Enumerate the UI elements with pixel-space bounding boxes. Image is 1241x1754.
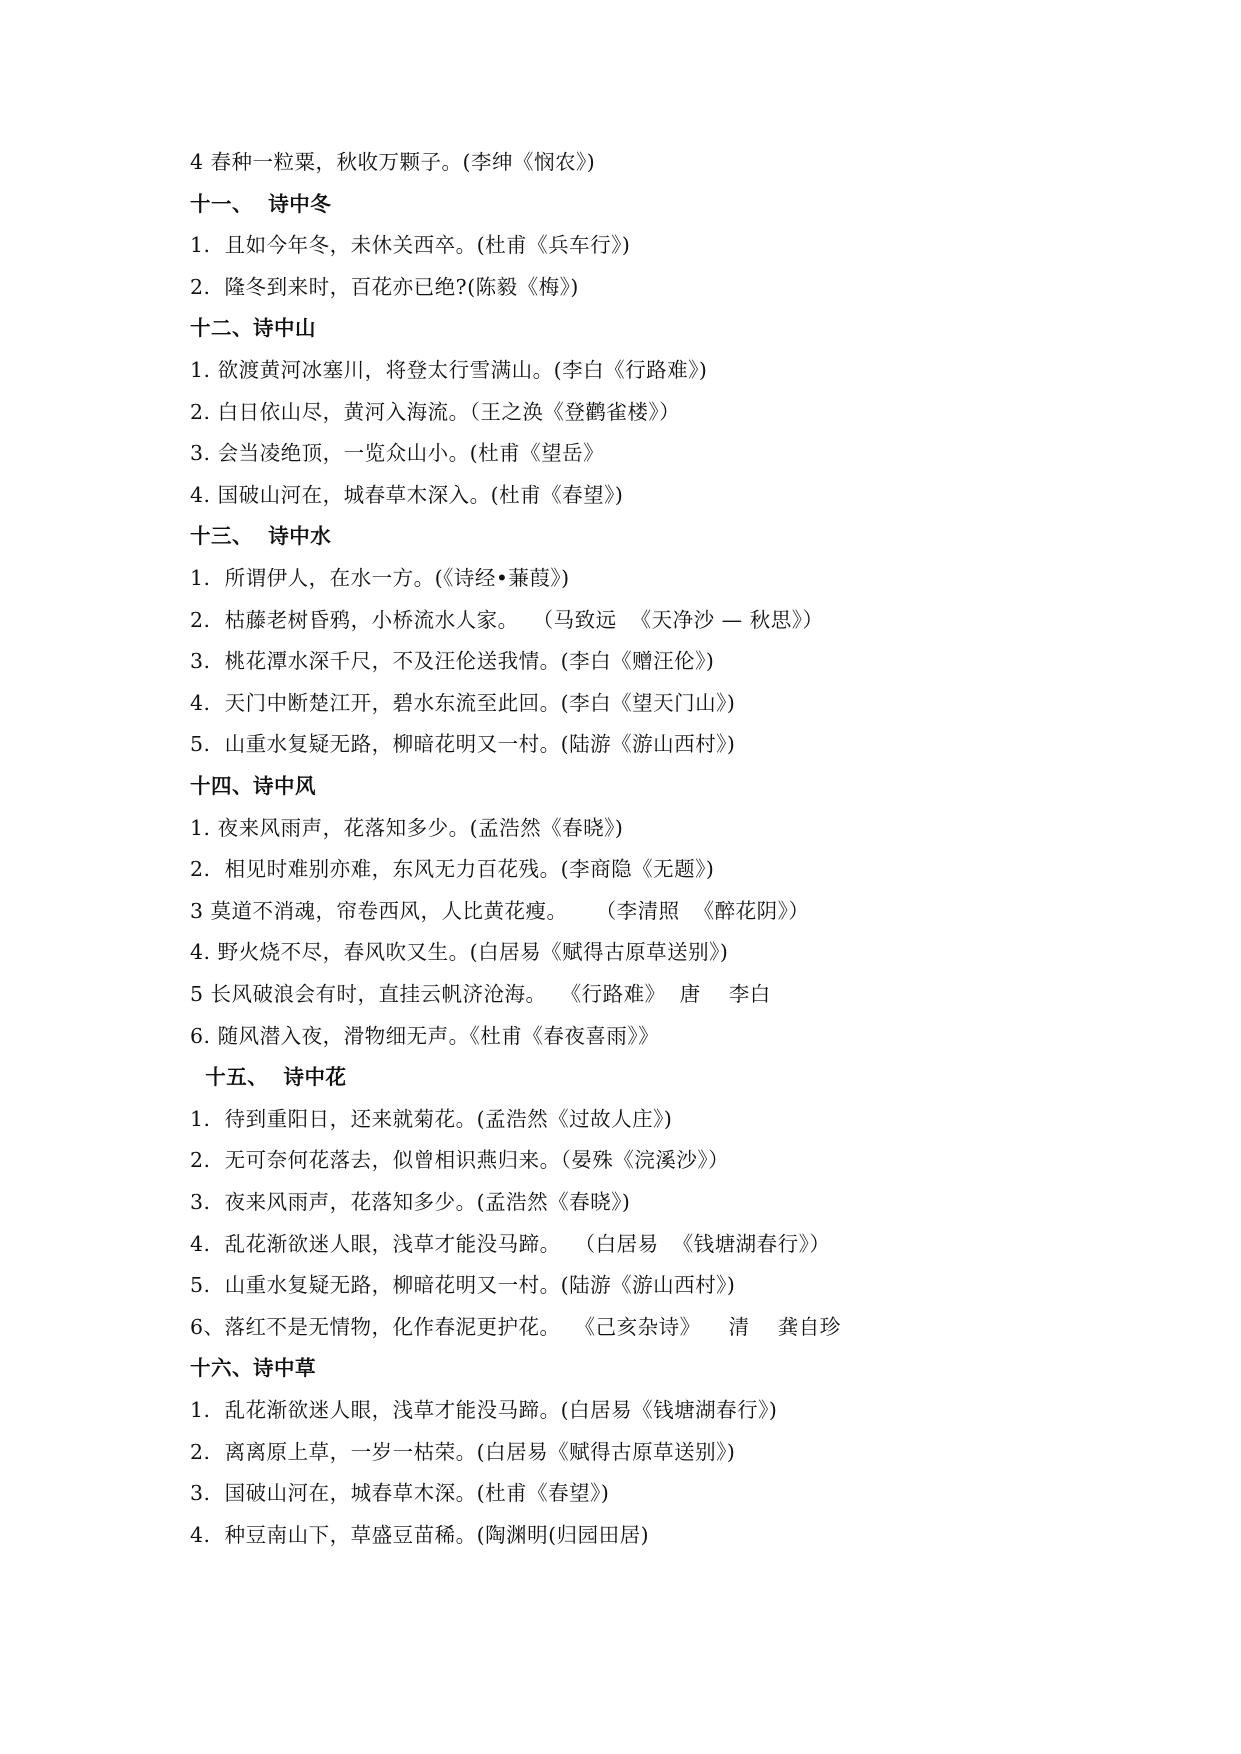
poem-line: 4. 乱花渐欲迷人眼，浅草才能没马蹄。 （白居易 《钱塘湖春行》） (190, 1232, 831, 1256)
poem-line: 2. 相见时难别亦难，东风无力百花残。(李商隐《无题》) (190, 857, 715, 881)
poem-line: 4. 种豆南山下，草盛豆苗稀。(陶渊明(归园田居) (190, 1523, 650, 1547)
poem-line: 6. 随风潜入夜，滑物细无声。《杜甫《春夜喜雨》》 (190, 1024, 660, 1048)
section-heading: 十六、诗中草 (190, 1356, 316, 1380)
poem-line: 1. 乱花渐欲迷人眼，浅草才能没马蹄。(白居易《钱塘湖春行》) (190, 1398, 778, 1422)
poem-line: 5. 山重水复疑无路，柳暗花明又一村。(陆游《游山西村》) (190, 732, 736, 756)
poem-line: 5. 山重水复疑无路，柳暗花明又一村。(陆游《游山西村》) (190, 1273, 736, 1297)
poem-line: 1. 待到重阳日，还来就菊花。(孟浩然《过故人庄》) (190, 1107, 673, 1131)
poem-line: 4. 野火烧不尽，春风吹又生。(白居易《赋得古原草送别》) (190, 940, 729, 964)
poem-line: 5 长风破浪会有时，直挂云帆济沧海。 《行路难》 唐 李白 (190, 982, 771, 1006)
poem-line: 4. 国破山河在，城春草木深入。(杜甫《春望》) (190, 483, 624, 507)
poem-line: 3. 夜来风雨声，花落知多少。(孟浩然《春晓》) (190, 1190, 631, 1214)
poem-line: 4. 天门中断楚江开，碧水东流至此回。(李白《望天门山》) (190, 691, 736, 715)
poem-line: 3 莫道不消魂，帘卷西风，人比黄花瘦。 （李清照 《醉花阴》） (190, 899, 810, 923)
section-heading: 十五、 诗中花 (190, 1065, 347, 1089)
poem-line: 4 春种一粒粟，秋收万颗子。(李绅《悯农》) (190, 150, 596, 174)
poem-line: 6、落红不是无情物，化作春泥更护花。 《己亥杂诗》 清 龚自珍 (190, 1315, 841, 1339)
poem-line: 3. 国破山河在，城春草木深。(杜甫《春望》) (190, 1481, 610, 1505)
poem-line: 1. 夜来风雨声，花落知多少。(孟浩然《春晓》) (190, 816, 624, 840)
poem-line: 2. 离离原上草，一岁一枯荣。(白居易《赋得古原草送别》) (190, 1440, 736, 1464)
section-heading: 十四、诗中风 (190, 774, 316, 798)
poem-line: 3. 桃花潭水深千尺，不及汪伦送我情。(李白《赠汪伦》) (190, 649, 715, 673)
poem-line: 1. 且如今年冬，未休关西卒。(杜甫《兵车行》) (190, 233, 631, 257)
section-heading: 十二、诗中山 (190, 316, 316, 340)
section-heading: 十一、 诗中冬 (190, 192, 332, 216)
poem-line: 2. 枯藤老树昏鸦，小桥流水人家。 （马致远 《天净沙 — 秋思》） (190, 608, 824, 632)
poem-line: 1. 所谓伊人，在水一方。(《诗经•蒹葭》) (190, 566, 570, 590)
poem-line: 2. 隆冬到来时，百花亦已绝?(陈毅《梅》) (190, 275, 579, 299)
section-heading: 十三、 诗中水 (190, 524, 332, 548)
poem-line: 3. 会当凌绝顶，一览众山小。(杜甫《望岳》 (190, 441, 605, 465)
poem-line: 2. 白日依山尽，黄河入海流。（王之涣《登鹳雀楼》） (190, 400, 681, 424)
poem-line: 2. 无可奈何花落去，似曾相识燕归来。（晏殊《浣溪沙》） (190, 1148, 730, 1172)
poem-line: 1. 欲渡黄河冰塞川，将登太行雪满山。(李白《行路难》) (190, 358, 708, 382)
